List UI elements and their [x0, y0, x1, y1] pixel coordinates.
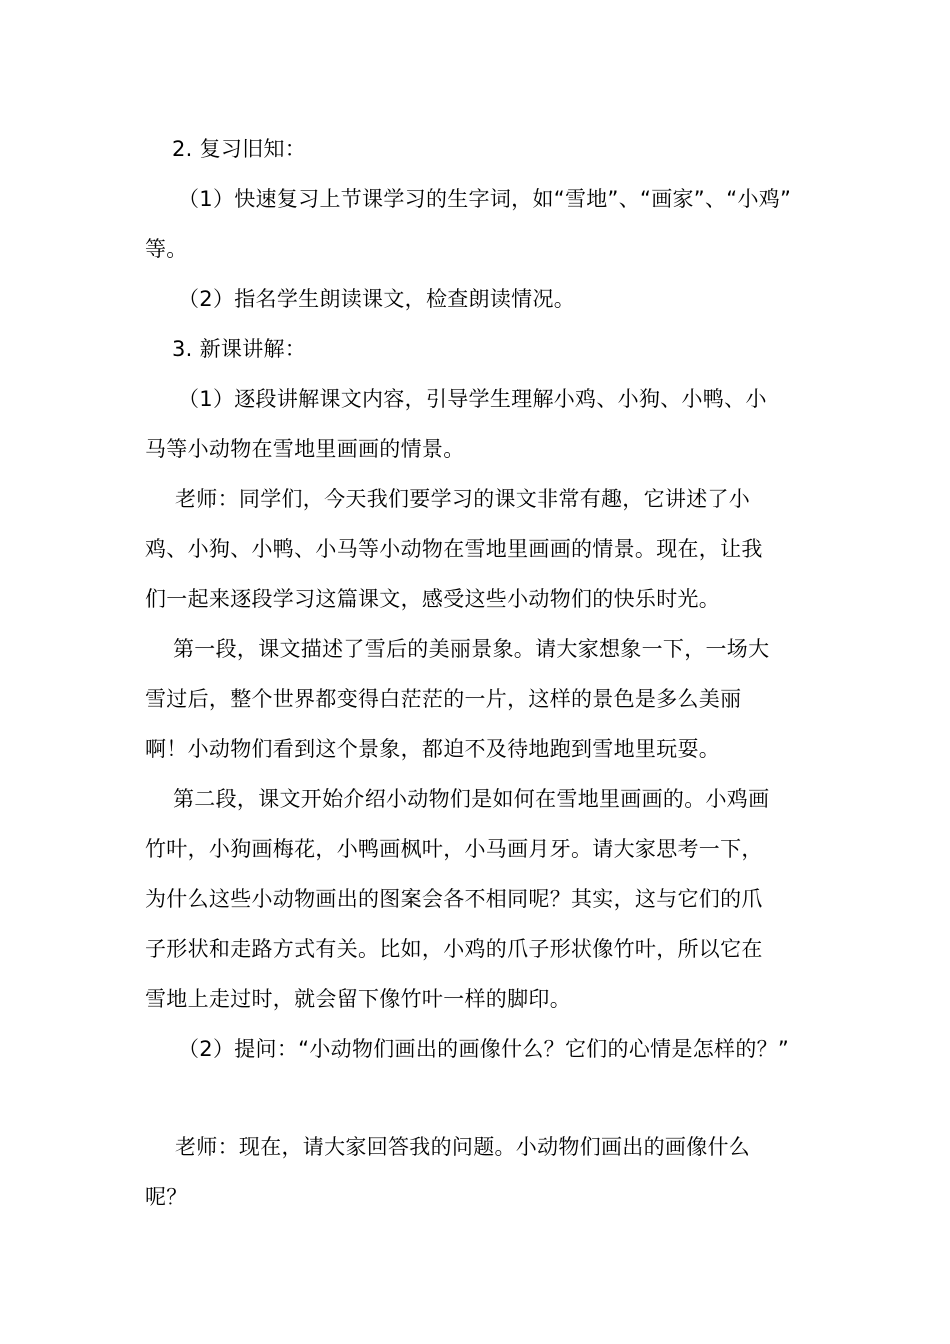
paragraph-line: 呢？ [145, 1185, 188, 1209]
paragraph-line: （1）逐段讲解课文内容，引导学生理解小鸡、小狗、小鸭、小 [178, 387, 767, 411]
paragraph-line: （2）提问：“小动物们画出的画像什么？它们的心情是怎样的？” [178, 1037, 790, 1061]
paragraph-line: （1）快速复习上节课学习的生字词，如“雪地”、“画家”、“小鸡” [178, 187, 792, 211]
paragraph-line: 竹叶，小狗画梅花，小鸭画枫叶，小马画月牙。请大家思考一下， [145, 837, 763, 861]
paragraph-line: 马等小动物在雪地里画画的情景。 [145, 437, 465, 461]
paragraph-line: 等。 [145, 237, 188, 261]
paragraph-line: 子形状和走路方式有关。比如，小鸡的爪子形状像竹叶，所以它在 [145, 937, 763, 961]
heading-review: 2. 复习旧知： [172, 137, 307, 161]
paragraph-line: 老师：现在，请大家回答我的问题。小动物们画出的画像什么 [175, 1135, 751, 1159]
paragraph-line: 啊！小动物们看到这个景象，都迫不及待地跑到雪地里玩耍。 [145, 737, 721, 761]
paragraph-line: 为什么这些小动物画出的图案会各不相同呢？其实，这与它们的爪 [145, 887, 763, 911]
paragraph-line: 雪过后，整个世界都变得白茫茫的一片，这样的景色是多么美丽 [145, 687, 742, 711]
paragraph-line: 鸡、小狗、小鸭、小马等小动物在雪地里画画的情景。现在，让我 [145, 537, 763, 561]
paragraph-line: 们一起来逐段学习这篇课文，感受这些小动物们的快乐时光。 [145, 587, 721, 611]
paragraph-line: （2）指名学生朗读课文，检查朗读情况。 [178, 287, 576, 311]
paragraph-line: 雪地上走过时，就会留下像竹叶一样的脚印。 [145, 987, 571, 1011]
paragraph-line: 第二段，课文开始介绍小动物们是如何在雪地里画画的。小鸡画 [173, 787, 770, 811]
heading-new-lesson: 3. 新课讲解： [172, 337, 307, 361]
paragraph-line: 老师：同学们，今天我们要学习的课文非常有趣，它讲述了小 [175, 487, 751, 511]
paragraph-line: 第一段，课文描述了雪后的美丽景象。请大家想象一下，一场大 [173, 637, 770, 661]
